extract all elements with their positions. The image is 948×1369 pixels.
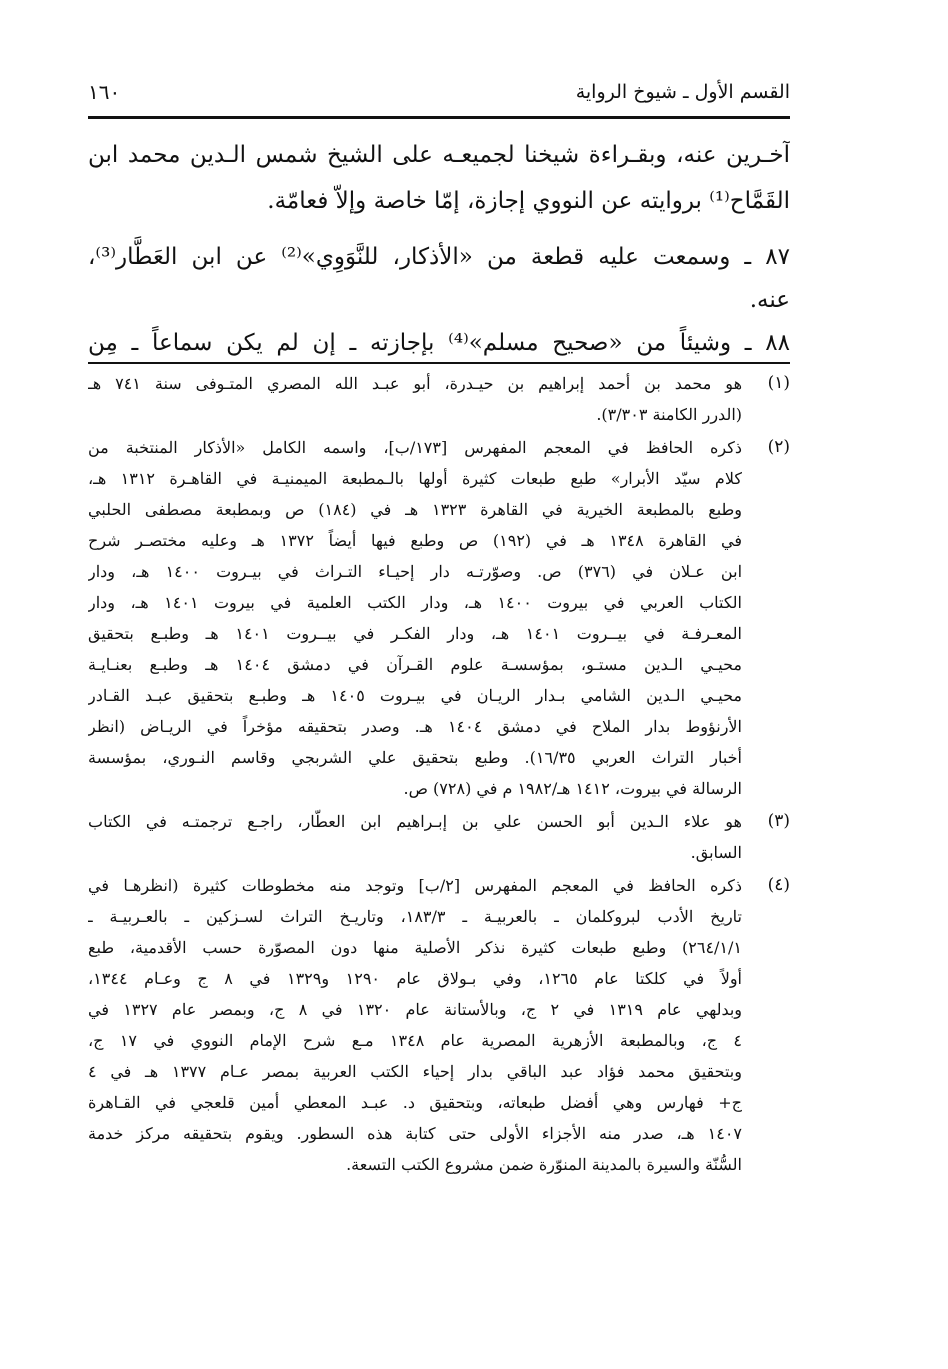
footnote-line: ابن عـلان في (٣٧٦) ص. وصوّرتـه دار إحيـاء التـراث في بيـروت ١٤٠٠ هـ، ودار [88,562,742,581]
main-line: آخـرين عنه، وبقـراءة شيخنا لجميعـه على الشيخ شمس الـدين محمد ابن [88,142,790,168]
footnote-line: السابق. [690,843,742,862]
footnote-line: أخبار التراث العربي ١٦/٣٥). وطبع بتحقيق علي الشربجي وقاسم النـوري، بمؤسسة [88,748,742,767]
footnote-3 [88,806,790,868]
footnote-line: في القاهرة ١٣٤٨ هـ في (١٩٢) ص وطبع فيها أيضاً ١٣٧٢ هـ وعليه مختصـر شرح [88,531,742,550]
page-number: ١٦٠ [88,80,121,104]
footnote-line: (الدرر الكامنة ٣/٣٠٣). [596,405,742,424]
footnote-line: الأرنؤوط بدار الملاح في دمشق ١٤٠٤ هـ. وصدر بتحقيقه مؤخراً في الريـاض (انظر [88,717,742,736]
footnote-line: محيـي الـدين الشامي بـدار الريـان في بيـروت ١٤٠٥ هـ وطبـع بتحقيق عبـد القـادر [88,686,742,705]
footnote-line: هو علاء الـدين أبو الحسن علي بن إبـراهيم ابن العطّار، راجـع ترجمتـه في الكتاب [88,812,742,831]
main-line: القَمَّاح⁽¹⁾ بروايته عن النووي إجازة، إمّا خاصة وإلاّ فعامّة. [267,188,790,214]
footnote-line: محيـي الـدين مستـو، بمؤسسـة علوم القـرآن في دمشق ١٤٠٤ هـ وطبـع بعنـايـة [88,655,742,674]
footnote-line: المعـرفـة في بيــروت ١٤٠١ هـ، ودار الفكـر في بيــروت ١٤٠١ هـ وطبـع بتحقيق [88,624,742,643]
footnote-number: (١) [767,373,790,393]
footnote-line: الكتاب العربي في بيروت ١٤٠٠ هـ، ودار الكتب العلمية في بيروت ١٤٠١ هـ، ودار [88,593,742,612]
footnote-line: السُّنّة والسيرة بالمدينة المنوّرة ضمن مشروع الكتب التسعة. [346,1155,742,1174]
footnote-line: ٢٦٤/١/١) وطبع طبعات كثيرة نذكر الأصلية منها دون المصوّرة حسب الأقدمية، طبع [88,938,742,957]
footnote-2 [88,432,790,804]
footnote-line: ٤ ج، وبالمطبعة الأزهرية المصرية عام ١٣٤٨ مـع شرح الإمام النووي في ١٧ ج، [88,1031,742,1050]
main-line: عنه. [749,287,790,313]
footnote-line: تاريخ الأدب لبروكلمان ـ بالعربيـة ـ ١٨٣/٣، وتاريـخ التراث لسـزكين ـ بالعـربيـة ـ [88,907,742,926]
footnote-1 [88,368,790,430]
header-rule [88,116,790,119]
footnote-line: ذكره الحافظ في المعجم المفهرس [١٧٣/ب]، واسمه الكامل «الأذكار المنتخبة من [88,438,742,457]
footnotes [88,368,790,1182]
footnote-line: ج+ فهارس وهي أفضل طبعاته، وبتحقيق د. عبـد المعطي أمين قلعجي في القـاهرة [88,1093,742,1112]
footnote-line: هو محمد بن أحمد إبراهيم بن حيـدرة، أبو عبـد الله المصري المتـوفى سنة ٧٤١ هـ [88,374,742,393]
footnote-line: أولاً في كلكتا عام ١٢٦٥، وفي بـولاق عام ١٢٩٠ و١٣٢٩ في ٨ ج وعـام ١٣٤٤، [88,969,742,988]
footnote-body [88,870,742,1180]
footnote-line: كلام سيّد الأبرار» طبع طبعات كثيرة أولها بالـمطبعة الميمنيـة في القاهـرة ١٣١٢ هـ، [88,469,742,488]
footnote-number: (٣) [767,811,790,831]
footnote-number: (٢) [767,437,790,457]
footnote-line: وبدلهي عام ١٣١٩ في ٢ ج، وبالأستانة عام ١٣٢٠ في ٨ ج، وبمصر عام ١٣٢٧ في [88,1000,742,1019]
running-title: القسم الأول ـ شيوخ الرواية [575,81,790,103]
footnote-body [88,432,742,804]
footnote-body [88,368,742,430]
page-header [88,72,790,112]
footnote-body [88,806,742,868]
main-line: ٨٧ ـ وسمعت عليه قطعة من «الأذكار، للنَّوَوِي»⁽²⁾ عن ابن العَطَّار⁽³⁾، [88,244,790,270]
footnote-line: الرسالة في بيروت، ١٤١٢ هـ/١٩٨٢ م في (٧٢٨) ص. [403,779,742,798]
main-text [88,132,790,366]
footnote-rule [88,362,790,364]
footnote-number: (٤) [767,875,790,895]
footnote-line: وطبع بالمطبعة الخيرية في القاهرة ١٣٢٣ هـ في (١٨٤) ص وبمطبعة مصطفى الحلبي [88,500,742,519]
footnote-line: وبتحقيق محمد فؤاد عبد الباقي بدار إحياء الكتب العربية بمصر عـام ١٣٧٧ هـ في ٤ [88,1062,742,1081]
footnote-line: ذكره الحافظ في المعجم المفهرس [٢/ب] وتوجد منه مخطوطات كثيرة (انظرهـا في [88,876,742,895]
footnote-4 [88,870,790,1180]
main-line: ٨٨ ـ وشيئاً من «صحيح مسلم»⁽⁴⁾ بإجازته ـ إن لم يكن سماعاً ـ مِن [88,330,790,356]
footnote-line: ١٤٠٧ هـ، صدر منه الأجزاء الأولى حتى كتابة هذه السطور. ويقوم بتحقيقه مركز خدمة [88,1124,742,1143]
